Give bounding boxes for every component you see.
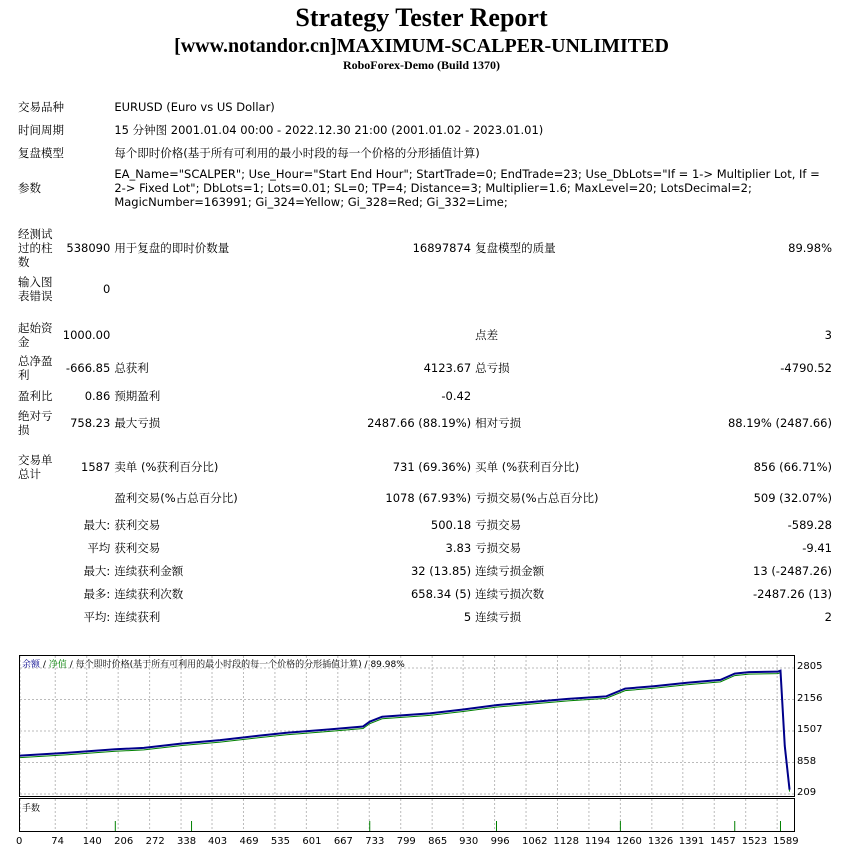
max-drawdown-value: 2487.66 (88.19%)	[367, 416, 472, 430]
max-label: 最大:	[83, 563, 111, 578]
maximal-cons-profit-value: 658.34 (5)	[410, 586, 472, 601]
maximal-cons-loss-value: -2487.26 (13)	[753, 586, 832, 601]
avg-loss-label: 亏损交易	[475, 540, 522, 555]
y-tick-label: 858	[797, 755, 817, 767]
x-tick-label: 799	[396, 836, 416, 847]
long-value: 856 (66.71%)	[753, 460, 832, 474]
deposit-value: 1000.00	[62, 328, 111, 342]
ticks-value: 16897874	[412, 241, 472, 255]
max-cons-wins-label: 连续获利金额	[114, 563, 184, 578]
report-title: Strategy Tester Report	[295, 3, 548, 32]
loss-trades-label: 亏损交易(%占总百分比)	[475, 491, 599, 505]
avg-cons-losses-value: 2	[824, 609, 832, 624]
period-label: 时间周期	[18, 122, 64, 137]
largest-loss-value: -589.28	[787, 517, 832, 532]
spread-value: 3	[824, 328, 832, 342]
legend-model: 每个即时价格(基于所有可利用的最小时段的每一个价格的分形插值计算)	[75, 660, 362, 670]
y-tick-label: 209	[797, 787, 817, 798]
equity-line	[20, 673, 790, 792]
maximal-label: 最多:	[83, 586, 111, 601]
x-tick-label: 996	[490, 836, 510, 847]
legend-separator: /	[42, 660, 46, 670]
gross-loss-value: -4790.52	[780, 361, 832, 375]
avg-cons-wins-value: 5	[463, 609, 472, 624]
errors-value: 0	[102, 282, 111, 296]
balance-chart-svg	[20, 656, 794, 796]
legend-balance: 余额	[22, 660, 41, 670]
x-tick-label: 74	[51, 836, 64, 847]
loss-trades-value: 509 (32.07%)	[753, 491, 832, 505]
gross-profit-label: 总获利	[114, 361, 149, 375]
total-trades-label: 交易单总计	[18, 453, 53, 481]
maximal-cons-loss-label: 连续亏损次数	[475, 586, 545, 601]
abs-drawdown-value: 758.23	[70, 416, 111, 430]
x-tick-label: 1260	[616, 836, 642, 847]
x-tick-label: 1391	[678, 836, 705, 847]
max-cons-wins-value: 32 (13.85)	[410, 563, 472, 578]
legend-equity: 净值	[48, 660, 67, 670]
x-tick-label: 140	[82, 836, 102, 847]
bars-value: 538090	[66, 241, 111, 255]
model-label: 复盘模型	[18, 145, 64, 160]
y-tick-label: 1507	[797, 724, 823, 735]
params-value: EA_Name="SCALPER"; Use_Hour="Start End Hour"; StartTrade=0; EndTrade=23; Use_DbLots="If = 1-> Multiplier Lot, If = 2-> Fixed Lot"; DbLots=1; Lots=0.01; SL=0; TP=4; Distance=3; Multiplier=1.6; MaxLevel=20; LotsDecimal=2; MagicNumber=163991; Gi_324=Yellow; Gi_328=Red; Gi_332=Lime;	[114, 167, 820, 209]
avg-cons-losses-label: 连续亏损	[475, 609, 522, 624]
short-value: 731 (69.36%)	[392, 460, 472, 474]
rel-drawdown-value: 88.19% (2487.66)	[727, 416, 832, 430]
volume-label: 手数	[22, 804, 41, 814]
avg-cons-label: 平均:	[83, 609, 111, 624]
gross-loss-label: 总亏损	[475, 361, 510, 375]
x-tick-label: 1589	[773, 836, 799, 847]
x-tick-label: 1128	[553, 836, 579, 847]
report-table	[16, 96, 834, 628]
x-tick-label: 1062	[522, 836, 548, 847]
max-cons-losses-label: 连续亏损金额	[475, 563, 545, 578]
x-tick-label: 0	[16, 836, 23, 847]
ea-name: [www.notandor.cn]MAXIMUM-SCALPER-UNLIMITED	[174, 35, 669, 57]
params-label: 参数	[18, 181, 41, 195]
model-value: 每个即时价格(基于所有可利用的最小时段的每一个价格的分形插值计算)	[114, 145, 480, 160]
legend-quality: 89.98%	[370, 660, 405, 670]
net-profit-value: -666.85	[65, 361, 111, 375]
profit-trades-label: 盈利交易(%占总百分比)	[114, 491, 238, 505]
largest-profit-value: 500.18	[430, 517, 472, 532]
maximal-cons-profit-label: 连续获利次数	[114, 586, 184, 601]
x-tick-label: 733	[365, 836, 385, 847]
average-label: 平均	[87, 540, 111, 555]
y-tick-label: 2156	[797, 692, 823, 704]
period-value: 15 分钟图 2001.01.04 00:00 - 2022.12.30 21:00 (2001.01.02 - 2023.01.01)	[114, 122, 544, 137]
avg-profit-label: 获利交易	[114, 540, 161, 555]
x-tick-label: 601	[302, 836, 322, 847]
errors-label: 输入图表错误	[18, 275, 53, 303]
max-cons-losses-value: 13 (-2487.26)	[753, 563, 832, 578]
deposit-label: 起始资金	[18, 321, 53, 349]
volume-chart-svg	[20, 799, 794, 831]
chart-legend	[22, 657, 405, 670]
profit-trades-value: 1078 (67.93%)	[385, 491, 472, 505]
x-tick-label: 272	[145, 836, 165, 847]
x-tick-label: 535	[270, 836, 291, 847]
balance-chart	[19, 655, 795, 797]
bars-label: 经测试过的柱数	[18, 227, 53, 269]
x-tick-label: 930	[459, 836, 479, 847]
x-tick-label: 1194	[584, 836, 611, 847]
largest-loss-label: 亏损交易	[475, 517, 522, 532]
symbol-label: 交易品种	[18, 100, 64, 114]
max-drawdown-label: 最大亏损	[114, 416, 161, 430]
avg-cons-wins-label: 连续获利	[114, 609, 161, 624]
balance-line	[20, 671, 790, 790]
avg-profit-value: 3.83	[445, 540, 472, 555]
legend-separator: /	[364, 660, 368, 670]
largest-label: 最大:	[83, 517, 111, 532]
largest-profit-label: 获利交易	[114, 517, 161, 532]
total-trades-value: 1587	[81, 460, 111, 474]
net-profit-label: 总净盈利	[18, 354, 53, 382]
expected-payoff-label: 预期盈利	[114, 388, 161, 403]
abs-drawdown-label: 绝对亏损	[18, 409, 53, 437]
gross-profit-value: 4123.67	[423, 361, 472, 375]
short-label: 卖单 (%获利百分比)	[114, 460, 219, 474]
legend-separator: /	[69, 660, 73, 670]
x-tick-label: 403	[208, 836, 228, 847]
long-label: 买单 (%获利百分比)	[475, 460, 580, 474]
x-tick-label: 1523	[741, 836, 768, 847]
quality-label: 复盘模型的质量	[475, 241, 556, 255]
x-tick-label: 1326	[647, 836, 674, 847]
x-tick-label: 865	[428, 836, 448, 847]
x-tick-label: 469	[239, 836, 259, 847]
rel-drawdown-label: 相对亏损	[475, 416, 522, 430]
x-tick-label: 338	[177, 836, 197, 847]
profit-factor-value: 0.86	[84, 388, 111, 403]
symbol-value: EURUSD (Euro vs US Dollar)	[114, 100, 275, 114]
volume-chart	[19, 798, 795, 832]
x-tick-label: 667	[333, 836, 353, 847]
y-tick-label: 2805	[797, 661, 823, 672]
quality-value: 89.98%	[788, 241, 832, 255]
spread-label: 点差	[475, 328, 499, 342]
expected-payoff-value: -0.42	[441, 388, 472, 403]
avg-loss-value: -9.41	[802, 540, 832, 555]
profit-factor-label: 盈利比	[18, 388, 53, 403]
server-build: RoboForex-Demo (Build 1370)	[342, 58, 501, 72]
ticks-label: 用于复盘的即时价数量	[114, 241, 230, 255]
x-tick-label: 1457	[710, 836, 736, 847]
x-tick-label: 206	[114, 836, 134, 847]
